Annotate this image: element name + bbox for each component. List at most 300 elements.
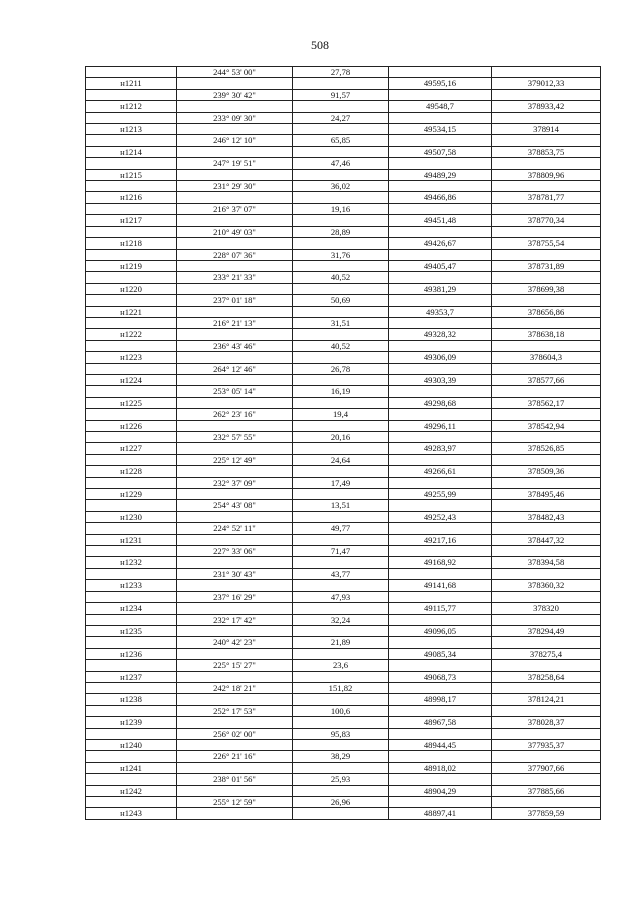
coordinates-table-body — [86, 67, 601, 820]
point-row — [86, 101, 601, 112]
empty-cell — [293, 78, 389, 89]
point-name-cell: н1233 — [86, 580, 177, 591]
empty-cell — [389, 67, 492, 78]
x-coordinate-cell: 49283,97 — [389, 443, 492, 454]
empty-cell — [389, 728, 492, 739]
empty-cell — [389, 317, 492, 328]
empty-cell — [389, 500, 492, 511]
y-coordinate-cell: 378509,36 — [492, 466, 601, 477]
empty-cell — [389, 272, 492, 283]
direction-angle-cell: 264° 12' 46" — [177, 363, 293, 374]
point-row — [86, 352, 601, 363]
point-row — [86, 192, 601, 203]
empty-cell — [293, 625, 389, 636]
empty-cell — [492, 660, 601, 671]
point-name-cell: н1231 — [86, 534, 177, 545]
empty-cell — [293, 648, 389, 659]
empty-cell — [389, 477, 492, 488]
point-name-cell: н1218 — [86, 238, 177, 249]
x-coordinate-cell: 48967,58 — [389, 717, 492, 728]
empty-cell — [86, 477, 177, 488]
empty-cell — [177, 260, 293, 271]
empty-cell — [389, 203, 492, 214]
empty-cell — [293, 785, 389, 796]
empty-cell — [293, 169, 389, 180]
empty-cell — [293, 671, 389, 682]
empty-cell — [492, 454, 601, 465]
empty-cell — [177, 580, 293, 591]
y-coordinate-cell: 378294,49 — [492, 625, 601, 636]
empty-cell — [177, 169, 293, 180]
empty-cell — [492, 432, 601, 443]
distance-cell: 31,76 — [293, 249, 389, 260]
empty-cell — [492, 705, 601, 716]
distance-cell: 43,77 — [293, 568, 389, 579]
empty-cell — [86, 637, 177, 648]
point-row — [86, 808, 601, 819]
empty-cell — [492, 295, 601, 306]
point-name-cell: н1237 — [86, 671, 177, 682]
distance-cell: 91,57 — [293, 89, 389, 100]
point-row — [86, 124, 601, 135]
empty-cell — [389, 181, 492, 192]
direction-angle-cell: 247° 19' 51" — [177, 158, 293, 169]
segment-row — [86, 249, 601, 260]
segment-row — [86, 546, 601, 557]
direction-angle-cell: 231° 29' 30" — [177, 181, 293, 192]
point-row — [86, 739, 601, 750]
point-row — [86, 511, 601, 522]
point-row — [86, 238, 601, 249]
distance-cell: 31,51 — [293, 317, 389, 328]
segment-row — [86, 340, 601, 351]
direction-angle-cell: 210° 49' 03" — [177, 226, 293, 237]
distance-cell: 32,24 — [293, 614, 389, 625]
empty-cell — [293, 260, 389, 271]
point-name-cell: н1221 — [86, 306, 177, 317]
y-coordinate-cell: 378542,94 — [492, 420, 601, 431]
empty-cell — [86, 67, 177, 78]
point-name-cell: н1239 — [86, 717, 177, 728]
x-coordinate-cell: 48998,17 — [389, 694, 492, 705]
direction-angle-cell: 232° 37' 09" — [177, 477, 293, 488]
empty-cell — [389, 523, 492, 534]
distance-cell: 40,52 — [293, 272, 389, 283]
empty-cell — [177, 192, 293, 203]
empty-cell — [293, 511, 389, 522]
empty-cell — [293, 352, 389, 363]
x-coordinate-cell: 49217,16 — [389, 534, 492, 545]
direction-angle-cell: 237° 16' 29" — [177, 591, 293, 602]
distance-cell: 23,6 — [293, 660, 389, 671]
empty-cell — [86, 728, 177, 739]
y-coordinate-cell: 378320 — [492, 603, 601, 614]
segment-row — [86, 705, 601, 716]
empty-cell — [177, 534, 293, 545]
direction-angle-cell: 254° 43' 08" — [177, 500, 293, 511]
empty-cell — [389, 340, 492, 351]
empty-cell — [86, 340, 177, 351]
direction-angle-cell: 226° 21' 16" — [177, 751, 293, 762]
empty-cell — [293, 443, 389, 454]
direction-angle-cell: 242° 18' 21" — [177, 682, 293, 693]
empty-cell — [492, 409, 601, 420]
empty-cell — [492, 797, 601, 808]
point-name-cell: н1230 — [86, 511, 177, 522]
empty-cell — [86, 705, 177, 716]
y-coordinate-cell: 378809,96 — [492, 169, 601, 180]
segment-row — [86, 112, 601, 123]
direction-angle-cell: 239° 30' 42" — [177, 89, 293, 100]
point-name-cell: н1220 — [86, 283, 177, 294]
x-coordinate-cell: 49353,7 — [389, 306, 492, 317]
segment-row — [86, 751, 601, 762]
empty-cell — [492, 386, 601, 397]
empty-cell — [293, 534, 389, 545]
distance-cell: 65,85 — [293, 135, 389, 146]
empty-cell — [177, 443, 293, 454]
empty-cell — [177, 625, 293, 636]
point-name-cell: н1228 — [86, 466, 177, 477]
empty-cell — [492, 181, 601, 192]
distance-cell: 21,89 — [293, 637, 389, 648]
segment-row — [86, 614, 601, 625]
segment-row — [86, 432, 601, 443]
direction-angle-cell: 253° 05' 14" — [177, 386, 293, 397]
empty-cell — [389, 432, 492, 443]
empty-cell — [492, 774, 601, 785]
direction-angle-cell: 227° 33' 06" — [177, 546, 293, 557]
distance-cell: 47,93 — [293, 591, 389, 602]
direction-angle-cell: 256° 02' 00" — [177, 728, 293, 739]
direction-angle-cell: 246° 12' 10" — [177, 135, 293, 146]
page-number: 508 — [311, 38, 329, 52]
empty-cell — [492, 203, 601, 214]
empty-cell — [86, 112, 177, 123]
segment-row — [86, 774, 601, 785]
x-coordinate-cell: 49068,73 — [389, 671, 492, 682]
point-name-cell: н1229 — [86, 489, 177, 500]
empty-cell — [86, 660, 177, 671]
distance-cell: 25,93 — [293, 774, 389, 785]
empty-cell — [389, 112, 492, 123]
y-coordinate-cell: 378577,66 — [492, 374, 601, 385]
y-coordinate-cell: 378656,86 — [492, 306, 601, 317]
distance-cell: 50,69 — [293, 295, 389, 306]
direction-angle-cell: 236° 43' 46" — [177, 340, 293, 351]
y-coordinate-cell: 378781,77 — [492, 192, 601, 203]
empty-cell — [86, 797, 177, 808]
empty-cell — [389, 454, 492, 465]
empty-cell — [293, 489, 389, 500]
distance-cell: 38,29 — [293, 751, 389, 762]
empty-cell — [86, 181, 177, 192]
empty-cell — [86, 295, 177, 306]
empty-cell — [389, 568, 492, 579]
empty-cell — [492, 317, 601, 328]
x-coordinate-cell: 48944,45 — [389, 739, 492, 750]
empty-cell — [86, 158, 177, 169]
point-row — [86, 489, 601, 500]
point-row — [86, 260, 601, 271]
segment-row — [86, 500, 601, 511]
direction-angle-cell: 255° 12' 59" — [177, 797, 293, 808]
empty-cell — [86, 432, 177, 443]
y-coordinate-cell: 377907,66 — [492, 762, 601, 773]
segment-row — [86, 272, 601, 283]
segment-row — [86, 477, 601, 488]
point-row — [86, 694, 601, 705]
empty-cell — [389, 797, 492, 808]
segment-row — [86, 203, 601, 214]
direction-angle-cell: 231° 30' 43" — [177, 568, 293, 579]
y-coordinate-cell: 377935,37 — [492, 739, 601, 750]
segment-row — [86, 135, 601, 146]
empty-cell — [86, 226, 177, 237]
empty-cell — [492, 340, 601, 351]
empty-cell — [389, 705, 492, 716]
distance-cell: 47,46 — [293, 158, 389, 169]
y-coordinate-cell: 377885,66 — [492, 785, 601, 796]
point-name-cell: н1224 — [86, 374, 177, 385]
empty-cell — [177, 283, 293, 294]
point-name-cell: н1225 — [86, 397, 177, 408]
point-row — [86, 78, 601, 89]
x-coordinate-cell: 48918,02 — [389, 762, 492, 773]
empty-cell — [389, 546, 492, 557]
point-row — [86, 397, 601, 408]
direction-angle-cell: 238° 01' 56" — [177, 774, 293, 785]
distance-cell: 26,96 — [293, 797, 389, 808]
distance-cell: 24,27 — [293, 112, 389, 123]
empty-cell — [293, 192, 389, 203]
point-row — [86, 580, 601, 591]
x-coordinate-cell: 49298,68 — [389, 397, 492, 408]
y-coordinate-cell: 378562,17 — [492, 397, 601, 408]
empty-cell — [492, 249, 601, 260]
point-name-cell: н1240 — [86, 739, 177, 750]
empty-cell — [492, 226, 601, 237]
y-coordinate-cell: 378638,18 — [492, 329, 601, 340]
empty-cell — [177, 808, 293, 819]
empty-cell — [293, 466, 389, 477]
segment-row — [86, 317, 601, 328]
point-name-cell: н1226 — [86, 420, 177, 431]
empty-cell — [293, 283, 389, 294]
segment-row — [86, 660, 601, 671]
empty-cell — [177, 146, 293, 157]
point-row — [86, 648, 601, 659]
x-coordinate-cell: 49303,39 — [389, 374, 492, 385]
point-name-cell: н1238 — [86, 694, 177, 705]
x-coordinate-cell: 49405,47 — [389, 260, 492, 271]
segment-row — [86, 454, 601, 465]
x-coordinate-cell: 48904,29 — [389, 785, 492, 796]
empty-cell — [177, 306, 293, 317]
direction-angle-cell: 233° 21' 33" — [177, 272, 293, 283]
empty-cell — [492, 614, 601, 625]
distance-cell: 19,4 — [293, 409, 389, 420]
segment-row — [86, 226, 601, 237]
y-coordinate-cell: 378604,3 — [492, 352, 601, 363]
empty-cell — [293, 739, 389, 750]
point-row — [86, 762, 601, 773]
distance-cell: 19,16 — [293, 203, 389, 214]
x-coordinate-cell: 49266,61 — [389, 466, 492, 477]
empty-cell — [177, 238, 293, 249]
segment-row — [86, 158, 601, 169]
segment-row — [86, 67, 601, 78]
y-coordinate-cell: 378394,58 — [492, 557, 601, 568]
empty-cell — [86, 500, 177, 511]
empty-cell — [177, 329, 293, 340]
empty-cell — [177, 397, 293, 408]
direction-angle-cell: 216° 21' 13" — [177, 317, 293, 328]
direction-angle-cell: 225° 15' 27" — [177, 660, 293, 671]
empty-cell — [177, 785, 293, 796]
y-coordinate-cell: 378731,89 — [492, 260, 601, 271]
empty-cell — [389, 89, 492, 100]
distance-cell: 40,52 — [293, 340, 389, 351]
empty-cell — [293, 101, 389, 112]
empty-cell — [86, 614, 177, 625]
y-coordinate-cell: 378275,4 — [492, 648, 601, 659]
segment-row — [86, 181, 601, 192]
empty-cell — [177, 420, 293, 431]
empty-cell — [293, 808, 389, 819]
empty-cell — [177, 717, 293, 728]
segment-row — [86, 728, 601, 739]
distance-cell: 13,51 — [293, 500, 389, 511]
x-coordinate-cell: 49489,29 — [389, 169, 492, 180]
point-name-cell: н1223 — [86, 352, 177, 363]
empty-cell — [492, 568, 601, 579]
empty-cell — [86, 546, 177, 557]
point-name-cell: н1234 — [86, 603, 177, 614]
empty-cell — [492, 89, 601, 100]
empty-cell — [177, 124, 293, 135]
empty-cell — [389, 682, 492, 693]
empty-cell — [492, 682, 601, 693]
y-coordinate-cell: 378755,54 — [492, 238, 601, 249]
point-name-cell: н1236 — [86, 648, 177, 659]
empty-cell — [389, 295, 492, 306]
distance-cell: 16,19 — [293, 386, 389, 397]
empty-cell — [389, 591, 492, 602]
direction-angle-cell: 224° 52' 11" — [177, 523, 293, 534]
x-coordinate-cell: 49115,77 — [389, 603, 492, 614]
point-name-cell: н1214 — [86, 146, 177, 157]
y-coordinate-cell: 378914 — [492, 124, 601, 135]
empty-cell — [177, 352, 293, 363]
direction-angle-cell: 216° 37' 07" — [177, 203, 293, 214]
x-coordinate-cell: 49328,32 — [389, 329, 492, 340]
empty-cell — [177, 78, 293, 89]
empty-cell — [86, 568, 177, 579]
point-row — [86, 283, 601, 294]
empty-cell — [389, 158, 492, 169]
point-row — [86, 146, 601, 157]
y-coordinate-cell: 378028,37 — [492, 717, 601, 728]
x-coordinate-cell: 49507,58 — [389, 146, 492, 157]
empty-cell — [86, 272, 177, 283]
y-coordinate-cell: 378770,34 — [492, 215, 601, 226]
empty-cell — [293, 146, 389, 157]
empty-cell — [86, 203, 177, 214]
empty-cell — [177, 648, 293, 659]
empty-cell — [177, 694, 293, 705]
x-coordinate-cell: 49426,67 — [389, 238, 492, 249]
point-row — [86, 466, 601, 477]
direction-angle-cell: 225° 12' 49" — [177, 454, 293, 465]
point-row — [86, 717, 601, 728]
y-coordinate-cell: 378482,43 — [492, 511, 601, 522]
empty-cell — [86, 774, 177, 785]
y-coordinate-cell: 378526,85 — [492, 443, 601, 454]
point-name-cell: н1212 — [86, 101, 177, 112]
empty-cell — [293, 124, 389, 135]
empty-cell — [389, 409, 492, 420]
segment-row — [86, 797, 601, 808]
x-coordinate-cell: 49306,09 — [389, 352, 492, 363]
point-row — [86, 374, 601, 385]
empty-cell — [293, 238, 389, 249]
distance-cell: 24,64 — [293, 454, 389, 465]
coordinates-table — [85, 66, 601, 820]
direction-angle-cell: 228° 07' 36" — [177, 249, 293, 260]
distance-cell: 17,49 — [293, 477, 389, 488]
empty-cell — [293, 580, 389, 591]
direction-angle-cell: 262° 23' 16" — [177, 409, 293, 420]
empty-cell — [177, 466, 293, 477]
empty-cell — [492, 500, 601, 511]
distance-cell: 20,16 — [293, 432, 389, 443]
segment-row — [86, 682, 601, 693]
empty-cell — [492, 523, 601, 534]
point-name-cell: н1211 — [86, 78, 177, 89]
empty-cell — [177, 215, 293, 226]
empty-cell — [389, 660, 492, 671]
y-coordinate-cell: 378258,64 — [492, 671, 601, 682]
empty-cell — [177, 557, 293, 568]
x-coordinate-cell: 49534,15 — [389, 124, 492, 135]
x-coordinate-cell: 49096,05 — [389, 625, 492, 636]
distance-cell: 28,89 — [293, 226, 389, 237]
y-coordinate-cell: 378124,21 — [492, 694, 601, 705]
segment-row — [86, 591, 601, 602]
empty-cell — [492, 135, 601, 146]
empty-cell — [492, 112, 601, 123]
point-row — [86, 443, 601, 454]
empty-cell — [86, 363, 177, 374]
distance-cell: 151,82 — [293, 682, 389, 693]
segment-row — [86, 295, 601, 306]
empty-cell — [86, 249, 177, 260]
empty-cell — [177, 739, 293, 750]
point-name-cell: н1222 — [86, 329, 177, 340]
point-row — [86, 215, 601, 226]
empty-cell — [492, 363, 601, 374]
y-coordinate-cell: 378853,75 — [492, 146, 601, 157]
empty-cell — [293, 557, 389, 568]
point-name-cell: н1241 — [86, 762, 177, 773]
x-coordinate-cell: 49381,29 — [389, 283, 492, 294]
segment-row — [86, 409, 601, 420]
point-name-cell: н1227 — [86, 443, 177, 454]
empty-cell — [492, 158, 601, 169]
segment-row — [86, 637, 601, 648]
empty-cell — [86, 682, 177, 693]
